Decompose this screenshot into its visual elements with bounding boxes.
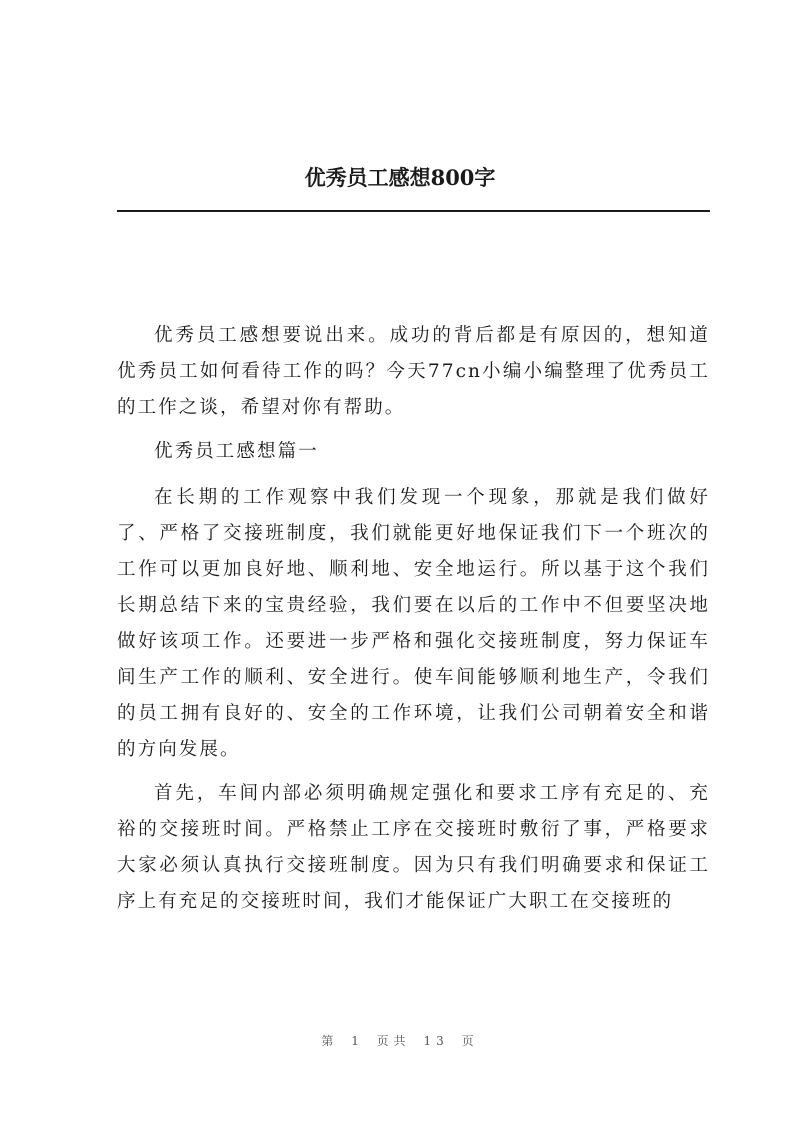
- footer-current-page: 1: [351, 1034, 364, 1048]
- footer-suffix: 页: [461, 1034, 479, 1048]
- body-paragraph-1: 在长期的工作观察中我们发现一个现象，那就是我们做好了、严格了交接班制度，我们就能更好地保证我们下一个班次的工作可以更加良好地、顺利地、安全地运行。所以基于这个我们长期总结下来的宝贵经验，我们要在以后的工作中不但要坚决地做好该项工作。还要进一步严格和强化交接班制度，努力保证车间生产工作的顺利、安全进行。使车间能够顺利地生产，令我们的员工拥有良好的、安全的工作环境，让我们公司朝着安全和谐的方向发展。: [117, 487, 710, 760]
- document-title: 优秀员工感想800字: [304, 165, 496, 190]
- footer-mid: 页共: [376, 1034, 411, 1048]
- intro-paragraph: 优秀员工感想要说出来。成功的背后都是有原因的，想知道优秀员工如何看待工作的吗？今天77cn小编小编整理了优秀员工的工作之谈，希望对你有帮助。: [117, 325, 710, 418]
- footer-prefix: 第: [321, 1034, 339, 1048]
- footer-total-pages: 13: [423, 1034, 449, 1048]
- section-heading: 优秀员工感想篇一: [154, 441, 319, 462]
- title-divider: [117, 210, 710, 212]
- document-body: [117, 318, 710, 928]
- page-footer: [0, 1032, 800, 1049]
- body-paragraph-2: 首先，车间内部必须明确规定强化和要求工序有充足的、充裕的交接班时间。严格禁止工序在交接班时敷衍了事，严格要求大家必须认真执行交接班制度。因为只有我们明确要求和保证工序上有充足的交接班时间，我们才能保证广大职工在交接班的: [117, 783, 710, 912]
